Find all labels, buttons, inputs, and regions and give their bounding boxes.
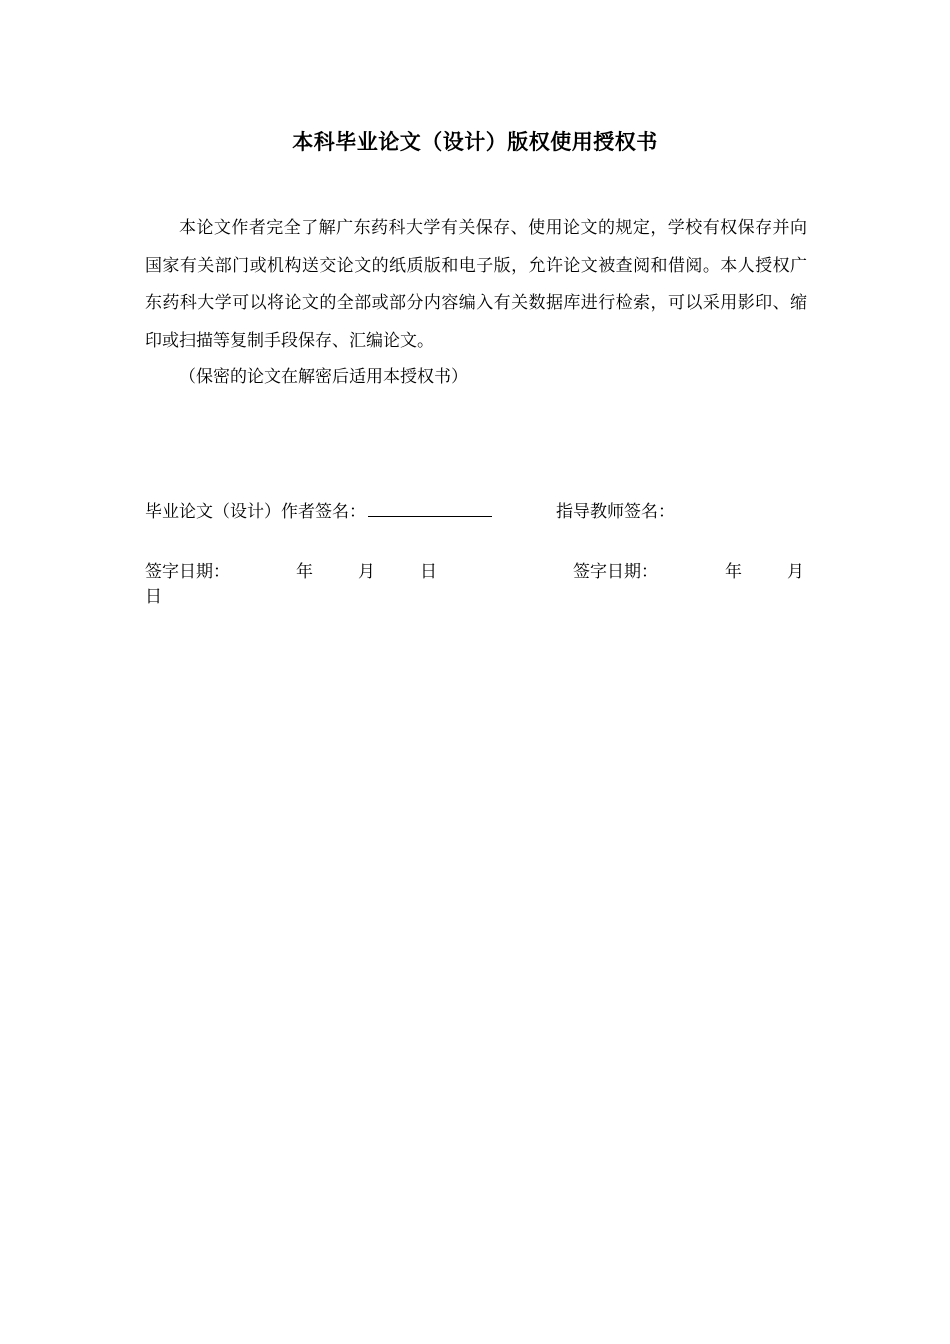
day-right: 日 <box>145 587 162 607</box>
date-row <box>145 560 807 620</box>
author-signature-label: 毕业论文（设计）作者签名： <box>145 502 366 522</box>
signature-row <box>145 498 807 526</box>
authorization-paragraph: 本论文作者完全了解广东药科大学有关保存、使用论文的规定，学校有权保存并向国家有关部门或机构送交论文的纸质版和电子版，允许论文被查阅和借阅。本人授权广东药科大学可以将论文的全部或部分内容编入有关数据库进行检索，可以采用影印、缩印或扫描等复制手段保存、汇编论文。 <box>145 218 807 351</box>
author-signature-line[interactable] <box>368 498 492 517</box>
month-right: 月 <box>787 562 804 582</box>
day-left: 日 <box>420 562 437 582</box>
date-label-left: 签字日期： <box>145 562 230 582</box>
document-title: 本科毕业论文（设计）版权使用授权书 <box>292 130 658 154</box>
advisor-signature-label: 指导教师签名： <box>556 502 675 522</box>
month-left: 月 <box>358 562 375 582</box>
date-label-right: 签字日期： <box>573 562 658 582</box>
year-right: 年 <box>725 562 742 582</box>
year-left: 年 <box>296 562 313 582</box>
confidential-note: （保密的论文在解密后适用本授权书） <box>179 367 468 387</box>
